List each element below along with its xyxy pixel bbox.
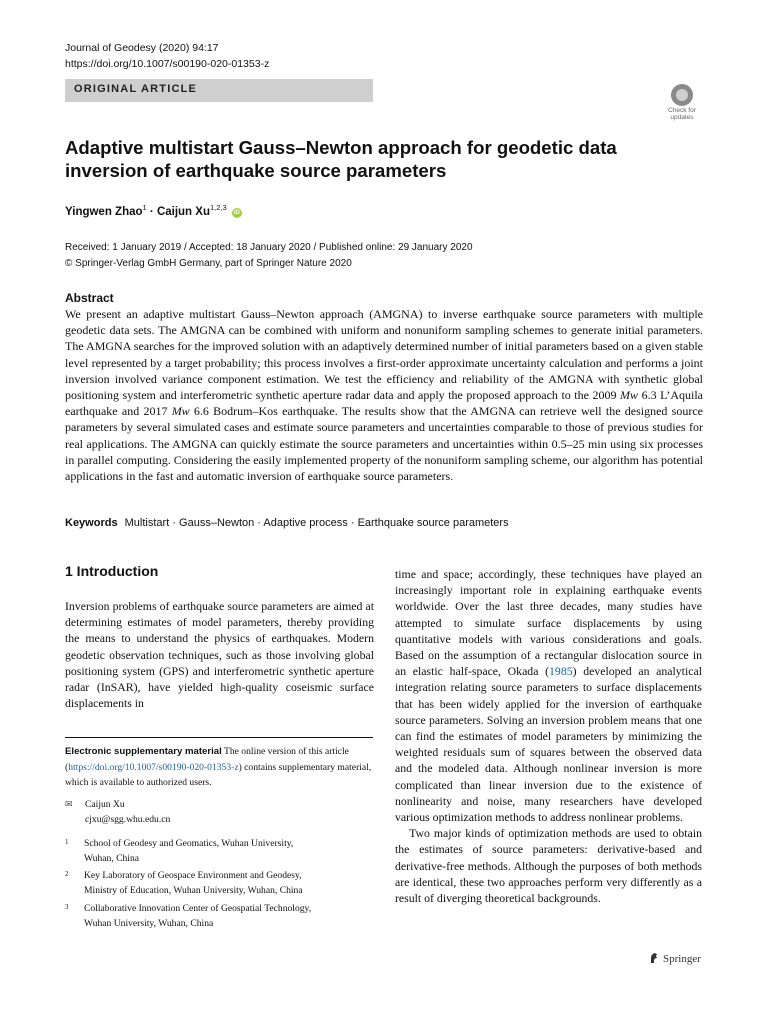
- affiliation-line: Key Laboratory of Geospace Environment and Geodesy,: [84, 870, 302, 881]
- copyright-line: © Springer-Verlag GmbH Germany, part of Springer Nature 2020: [65, 258, 352, 269]
- affiliation-number: 2: [65, 870, 69, 878]
- author-list: [65, 203, 242, 218]
- esm-label: Electronic supplementary material: [65, 746, 222, 757]
- citation-link[interactable]: 1985: [549, 664, 573, 679]
- article-type: ORIGINAL ARTICLE: [74, 83, 198, 95]
- affiliation-line: Wuhan, China: [84, 852, 140, 864]
- publisher-name: Springer: [663, 953, 701, 965]
- keywords: [65, 517, 509, 529]
- section-heading-introduction: 1 Introduction: [65, 563, 159, 579]
- abstract-seg: We present an adaptive multistart Gauss–Newton approach (AMGNA) to inverse earthquake source parameters with multiple geodetic data sets. The AMGNA can be combined with uniform and nonuniform sampling schemes to generate initial parameters. The AMGNA searches for the improved solution with an adaptively determined number of initial parameters based on a given stable level represented by a target probability; this process involves a first-order approximate uncertainty calculation and performs a joint inversion involved variance component estimation. We test the efficiency and reliability of the AMGNA with synthetic global positioning system and interferometric synthetic aperture radar data and apply the proposed approach to the 2009: [65, 307, 703, 403]
- dates-line: Received: 1 January 2019 / Accepted: 18 January 2020 / Published online: 29 January 2020: [65, 242, 473, 253]
- article-title: Adaptive multistart Gauss–Newton approach for geodetic data inversion of earthquake source parameters: [65, 137, 617, 181]
- keywords-text: Multistart · Gauss–Newton · Adaptive process · Earthquake source parameters: [124, 517, 509, 529]
- abstract-heading: Abstract: [65, 291, 114, 305]
- affiliation-line: Collaborative Innovation Center of Geospatial Technology,: [84, 903, 312, 914]
- intro-text: ) developed an analytical integration relating source parameters to surface displacements that has been widely applied for the inversion of earthquake source parameters. Solving an inversion problem means that one can find the estimates of model parameters by minimizing the weighted residuals sum of squares between the observed data and the modeled data. Although nonlinear inversion is more complicated than linear inversion due to the existence of nonlinearity and noise, many researchers have developed various optimization methods to address nonlinear problems.: [395, 664, 702, 825]
- affiliation-number: 1: [65, 838, 69, 846]
- check-updates-line1: Check for: [668, 107, 696, 114]
- footnote-divider: [65, 737, 373, 738]
- intro-paragraph: Two major kinds of optimization methods are used to obtain the estimates of source parameters: derivative-based and derivative-free methods. Although the purposes of both methods are identical, these two approaches perform very differently as a result of diverging theoretical backgrounds.: [395, 826, 702, 906]
- author-affil: 1,2,3: [209, 203, 227, 212]
- check-updates-icon: [671, 84, 693, 106]
- affiliation: [65, 869, 375, 899]
- corresponding-author: Caijun Xu: [85, 799, 125, 810]
- keywords-label: Keywords: [65, 517, 118, 529]
- journal-info: [65, 40, 269, 72]
- author-separator: ·: [146, 205, 157, 218]
- affiliation: [65, 902, 375, 932]
- journal-citation: Journal of Geodesy (2020) 94:17: [65, 42, 219, 54]
- author-name[interactable]: Yingwen Zhao: [65, 205, 143, 218]
- affiliation: [65, 837, 375, 867]
- publication-dates: [65, 240, 473, 272]
- intro-column-left: Inversion problems of earthquake source parameters are aimed at determining estimates of model parameters, thereby providing the means to understand the physics of earthquakes. Modern geodetic observation techniques, such as those involving global positioning system (GPS) and interferometric synthetic aperture radar (InSAR), have yielded high-quality coseismic surface displacements in: [65, 599, 374, 711]
- affiliation-line: Ministry of Education, Wuhan University, Wuhan, China: [84, 884, 303, 896]
- affiliation-number: 3: [65, 903, 69, 911]
- esm-text: The online version of this article (: [65, 746, 349, 773]
- abstract-seg: 6.3 L’Aquila earthquake and 2017: [65, 388, 703, 419]
- article-type-band: [65, 79, 373, 102]
- esm-doi-link[interactable]: https://doi.org/10.1007/s00190-020-01353-z: [68, 761, 239, 773]
- check-for-updates-badge[interactable]: [663, 84, 701, 124]
- corresponding-email[interactable]: cjxu@sgg.whu.edu.cn: [85, 813, 171, 825]
- abstract-text: [65, 306, 703, 484]
- intro-column-right: [395, 566, 702, 906]
- springer-horse-icon: [649, 952, 659, 964]
- intro-paragraph: [395, 566, 702, 825]
- correspondence: [65, 797, 170, 827]
- author-affil: 1: [142, 203, 147, 212]
- affiliation-line: Wuhan University, Wuhan, China: [84, 917, 214, 929]
- envelope-icon: ✉: [65, 799, 73, 809]
- publisher-logo: [649, 952, 701, 965]
- author-name[interactable]: Caijun Xu: [156, 205, 210, 218]
- orcid-icon[interactable]: iD: [233, 209, 240, 216]
- esm-text: ) contains supplementary material, which is available to authorized users.: [65, 761, 372, 788]
- abstract-mw: Mw: [620, 388, 639, 403]
- journal-doi[interactable]: https://doi.org/10.1007/s00190-020-01353-z: [65, 58, 270, 70]
- supplementary-note: [65, 744, 375, 791]
- abstract-mw: Mw: [171, 404, 190, 419]
- check-updates-line2: updates: [670, 114, 694, 121]
- intro-text: time and space; accordingly, these techniques have played an increasingly important role in explaining earthquake events worldwide. Over the last three decades, many studies have attempted to simulate surface displacements by using quantitative models with various considerations and goals. Based on the assumption of a rectangular dislocation source in an elastic half-space, Okada (: [395, 567, 702, 679]
- abstract-seg: 6.6 Bodrum–Kos earthquake. The results show that the AMGNA can retrieve well the designed source parameters by several simulated cases and estimate source parameters and uncertainties comparable to those of previous studies for real applications. The AMGNA can quickly estimate the source parameters and uncertainties within 0.5–25 min using six processes in parallel computing. Considering the easily implemented property of the nonuniform sampling scheme, our algorithm has potential applications in the fast and automatic inversion of earthquake source parameters.: [65, 404, 703, 484]
- affiliation-line: School of Geodesy and Geomatics, Wuhan University,: [84, 838, 294, 849]
